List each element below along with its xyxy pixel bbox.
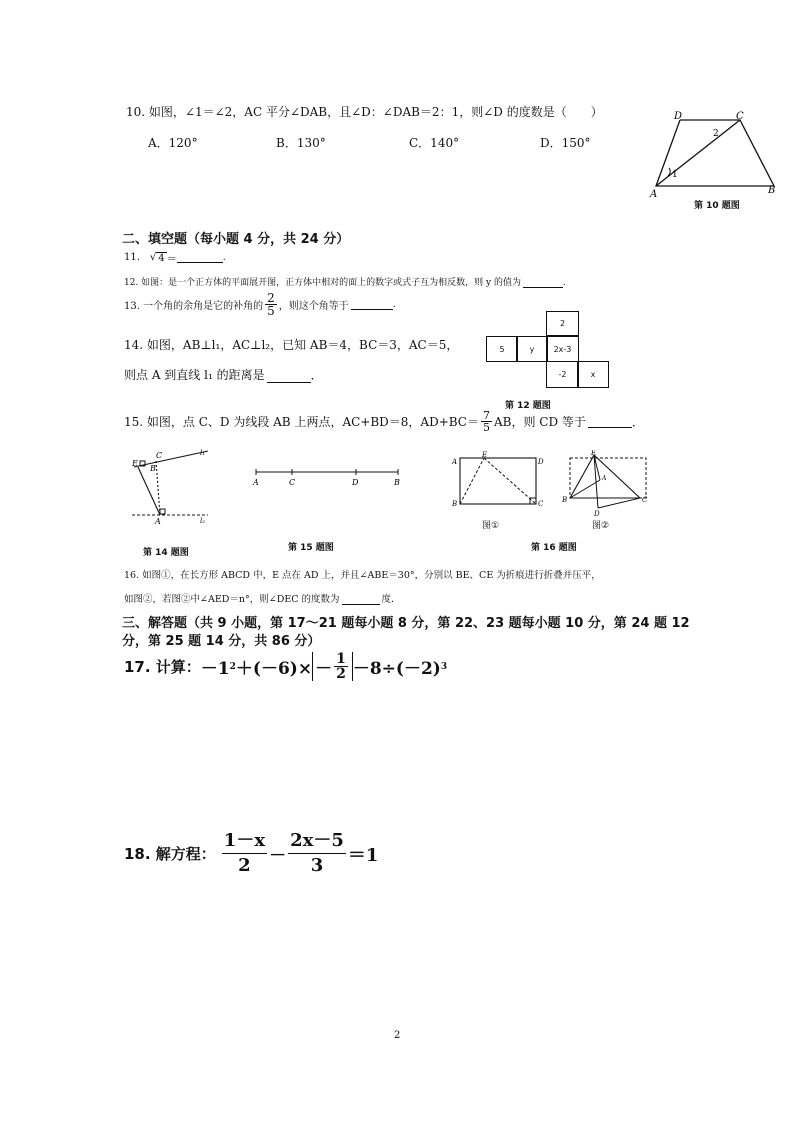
q12-end: ． xyxy=(562,278,572,288)
net-cell-top: 2 xyxy=(546,311,579,336)
q16-line2-wrap xyxy=(124,591,401,605)
fig16a-label-b: B xyxy=(452,500,458,508)
fig14-label-e: E xyxy=(132,459,138,468)
section-3-heading-line1: 三、解答题（共 9 小题，第 17～21 题每小题 8 分，第 22、23 题每小题 10 分，第 24 题 12 xyxy=(122,616,690,631)
fig16b-label-d: D xyxy=(594,510,600,518)
q16-line2-end: 度． xyxy=(381,594,401,605)
q16-caption: 第 16 题图 xyxy=(531,543,577,553)
q15-pre: 15. 如图，点 C、D 为线段 AB 上两点，AC+BD＝8，AD+BC＝ xyxy=(124,415,479,429)
q14-line2: 则点 A 到直线 l₁ 的距离是 xyxy=(124,368,265,382)
fig15-label-b: B xyxy=(394,478,400,487)
q11: 11. √ 4 ＝ . xyxy=(124,252,226,265)
page-number: 2 xyxy=(394,1030,401,1041)
q18-frac1-den: 2 xyxy=(238,855,251,876)
q18-frac1-num: 1－x xyxy=(222,832,267,854)
q17-exp-3: 3 xyxy=(440,661,448,672)
net-cell-5: 5 xyxy=(486,336,518,362)
q13-fraction xyxy=(265,292,277,317)
net-cell-neg2: -2 xyxy=(546,361,579,388)
q10-option-d: D．150° xyxy=(540,136,591,150)
q10-caption: 第 10 题图 xyxy=(694,201,740,211)
q17-part-b: ＋(－6)× xyxy=(235,659,313,679)
q14-end: ． xyxy=(310,368,323,382)
net-cell-x: x xyxy=(577,361,609,388)
q14-line1: 14. 如图，AB⊥l₁，AC⊥l₂，已知 AB＝4，BC＝3，AC＝5， xyxy=(124,338,459,352)
q11-number: 11. xyxy=(124,252,140,263)
fig16b-label-c: C xyxy=(642,496,648,504)
fig15-label-d: D xyxy=(352,478,359,487)
q15 xyxy=(124,410,644,433)
q15-segment-figure xyxy=(250,466,410,490)
q15-denominator: 5 xyxy=(483,421,490,434)
q11-radicand: 4 xyxy=(158,252,165,264)
q12 xyxy=(124,275,572,288)
q17-part-a: －1 xyxy=(200,659,230,679)
q15-caption: 第 15 题图 xyxy=(288,543,334,553)
q13-pre: 13. 一个角的余角是它的补角的 xyxy=(124,301,264,312)
q18-rhs: ＝1 xyxy=(347,844,379,866)
fig15-label-a: A xyxy=(253,478,259,487)
fig16b-label-b: B xyxy=(562,496,568,504)
fig10-label-a: A xyxy=(650,189,658,200)
q15-numerator: 7 xyxy=(483,409,490,422)
q18-frac2-num: 2x－5 xyxy=(288,832,346,854)
q17-abs-num: 1 xyxy=(336,651,346,667)
q18-label: 18. 解方程： xyxy=(124,845,216,863)
q10-option-b: B．130° xyxy=(276,136,326,150)
q11-equals: ＝ xyxy=(166,254,177,265)
fig16b-label-a: A xyxy=(602,475,607,482)
q12-caption: 第 12 题图 xyxy=(505,401,551,411)
q18-frac2-den: 3 xyxy=(310,855,324,876)
q14-line2-wrap xyxy=(124,366,323,383)
fig14-label-l2: l₂ xyxy=(200,517,206,525)
q16-figure-1 xyxy=(450,450,550,510)
fig16b-label-e: E xyxy=(591,450,597,457)
q12-text: 12. 如图：是一个正方体的平面展开图，正方体中相对的面上的数字或式子互为相反数，则 y 的值为 xyxy=(124,278,521,288)
q14-caption: 第 14 题图 xyxy=(143,548,189,558)
q17-exp-2: 2 xyxy=(229,661,236,672)
q18-frac2 xyxy=(288,832,346,875)
q17-label: 17. 计算： xyxy=(124,658,201,676)
q13-denominator: 5 xyxy=(267,304,275,318)
q18-minus: － xyxy=(269,846,287,866)
fig16a-label-e: E xyxy=(482,451,488,459)
q13-numerator: 2 xyxy=(267,291,275,305)
q16-line1: 16. 如图①，在长方形 ABCD 中，E 点在 AD 上，并且∠ABE＝30°，分别以 BE、CE 为折痕进行折叠并压平， xyxy=(124,570,601,581)
net-cell-y: y xyxy=(516,336,548,362)
q12-blank xyxy=(523,278,563,288)
q16-fig2-caption: 图② xyxy=(592,521,610,531)
q17-part-c: －8÷(－2) xyxy=(352,659,441,679)
q15-post: AB，则 CD 等于 xyxy=(494,415,586,429)
q17 xyxy=(124,652,447,681)
q18 xyxy=(124,832,378,875)
q14-blank xyxy=(267,370,311,383)
net-cell-2x-3: 2x-3 xyxy=(546,336,579,362)
fig10-label-c: C xyxy=(736,111,744,122)
q11-blank xyxy=(177,252,223,263)
q16-line2: 如图②，若图②中∠AED＝n°，则∠DEC 的度数为 xyxy=(124,594,340,605)
fig10-label-2: 2 xyxy=(713,129,719,139)
fig14-label-a: A xyxy=(155,517,161,526)
q10-option-c: C．140° xyxy=(409,136,460,150)
q13-blank xyxy=(351,299,393,310)
q16-figure-2 xyxy=(560,450,660,520)
fig16a-label-a: A xyxy=(452,458,458,466)
q15-blank xyxy=(588,415,632,428)
fig10-label-1: 1 xyxy=(672,170,678,180)
sqrt-symbol: √ xyxy=(149,252,157,263)
section-2-heading: 二、填空题（每小题 4 分，共 24 分） xyxy=(122,232,350,247)
fig16a-label-d: D xyxy=(538,458,544,466)
section-3-heading-line2: 分，第 25 题 14 分，共 86 分） xyxy=(122,634,321,649)
q15-end: ． xyxy=(631,415,644,429)
fig14-label-c: C xyxy=(156,451,163,460)
q10-option-a: A．120° xyxy=(148,136,198,150)
q17-abs: － $\frac{1}{2}$ xyxy=(312,652,353,681)
q16-blank xyxy=(342,594,380,605)
fig14-label-b: B xyxy=(150,464,156,473)
fig14-label-l1: l₁ xyxy=(200,449,206,457)
q18-frac1 xyxy=(222,832,267,875)
q10-text: 10. 如图，∠1＝∠2，AC 平分∠DAB，且∠D：∠DAB＝2：1，则∠D 的度数是（ ） xyxy=(126,105,603,119)
q16-fig1-caption: 图① xyxy=(482,521,500,531)
fig15-label-c: C xyxy=(289,478,296,487)
q13-post: ，则这个角等于 xyxy=(278,301,349,312)
fig10-label-b: B xyxy=(768,185,776,196)
q13: 13. 一个角的余角是它的补角的 $\frac{2}{5}$ ，则这个角等于 . xyxy=(124,291,396,318)
q14-figure xyxy=(124,445,214,530)
q15-fraction xyxy=(481,410,492,433)
q17-abs-den: 2 xyxy=(336,666,346,682)
fig10-label-d: D xyxy=(674,111,683,122)
fig16a-label-c: C xyxy=(538,500,544,508)
